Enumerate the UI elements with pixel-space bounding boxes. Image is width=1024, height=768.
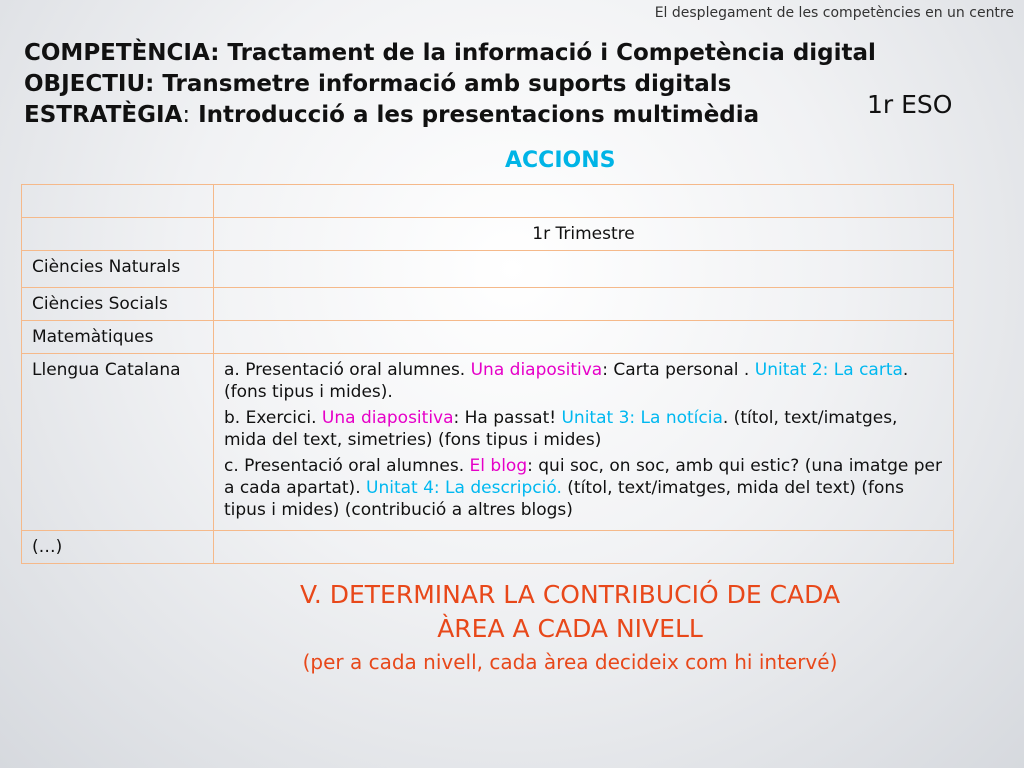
area-ciencies-socials: Ciències Socials bbox=[22, 288, 214, 321]
objectiu-line: OBJECTIU: Transmetre informació amb suports digitals bbox=[24, 71, 732, 97]
bottom-heading bbox=[180, 578, 960, 646]
area-ciencies-naturals: Ciències Naturals bbox=[22, 251, 214, 288]
table-row bbox=[22, 251, 954, 288]
table-cell-empty bbox=[214, 288, 954, 321]
table-row bbox=[22, 531, 954, 564]
table-row bbox=[22, 185, 954, 218]
llengua-catalana-actions bbox=[214, 354, 954, 531]
bottom-heading-line: ÀREA A CADA NIVELL bbox=[437, 614, 703, 643]
action-text: (títol, text/imatges, mida del text) (fons tipus i mides) (contribució a altres blogs) bbox=[224, 478, 904, 520]
action-text: : qui soc, on soc, amb qui estic? (una imatge per a cada apartat). bbox=[224, 456, 942, 498]
table-row bbox=[22, 321, 954, 354]
accions-heading: ACCIONS bbox=[505, 148, 616, 173]
trimester-header: 1r Trimestre bbox=[214, 218, 954, 251]
estrategia-line bbox=[24, 100, 1004, 131]
table-row bbox=[22, 354, 954, 531]
action-item bbox=[224, 359, 943, 403]
estrategia-value: Introducció a les presentacions multimèdia bbox=[190, 102, 760, 128]
action-highlight-magenta: Una diapositiva bbox=[470, 360, 603, 380]
table-row bbox=[22, 218, 954, 251]
level-label: 1r ESO bbox=[867, 90, 953, 119]
action-text: : Ha passat! bbox=[453, 408, 562, 428]
bottom-heading-line: V. DETERMINAR LA CONTRIBUCIÓ DE CADA bbox=[299, 580, 841, 609]
bottom-subtitle: (per a cada nivell, cada àrea decideix com hi intervé) bbox=[302, 650, 838, 674]
action-highlight-cyan: Unitat 2: La carta bbox=[754, 360, 903, 380]
table-row bbox=[22, 288, 954, 321]
title-block bbox=[24, 38, 1004, 131]
area-matematiques: Matemàtiques bbox=[22, 321, 214, 354]
table-cell-empty bbox=[214, 321, 954, 354]
action-text: : Carta personal . bbox=[602, 360, 755, 380]
action-highlight-magenta: El blog bbox=[469, 456, 528, 476]
action-text: . (fons tipus i mides). bbox=[224, 360, 909, 402]
action-highlight-magenta: Una diapositiva bbox=[321, 408, 454, 428]
competencia-line: COMPETÈNCIA: Tractament de la informació i Competència digital bbox=[24, 40, 876, 66]
action-highlight-cyan: Unitat 3: La notícia bbox=[561, 408, 723, 428]
area-etc: (…) bbox=[22, 531, 214, 564]
action-text: a. Presentació oral alumnes. bbox=[224, 360, 471, 380]
area-llengua-catalana: Llengua Catalana bbox=[22, 354, 214, 531]
action-item bbox=[224, 455, 943, 521]
action-text: . (títol, text/imatges, mida del text, simetries) (fons tipus i mides) bbox=[224, 408, 898, 450]
action-item bbox=[224, 407, 943, 451]
action-highlight-cyan: Unitat 4: La descripció. bbox=[366, 478, 562, 498]
action-text: c. Presentació oral alumnes. bbox=[224, 456, 470, 476]
table-cell-empty bbox=[214, 251, 954, 288]
action-text: b. Exercici. bbox=[224, 408, 322, 428]
actions-table bbox=[21, 184, 954, 564]
table-cell-empty bbox=[22, 218, 214, 251]
table-cell-empty bbox=[214, 531, 954, 564]
estrategia-key: ESTRATÈGIA bbox=[24, 102, 183, 128]
table-cell-empty bbox=[214, 185, 954, 218]
header-note: El desplegament de les competències en un centre bbox=[654, 5, 1014, 21]
estrategia-colon: : bbox=[182, 102, 191, 128]
table-cell-empty bbox=[22, 185, 214, 218]
